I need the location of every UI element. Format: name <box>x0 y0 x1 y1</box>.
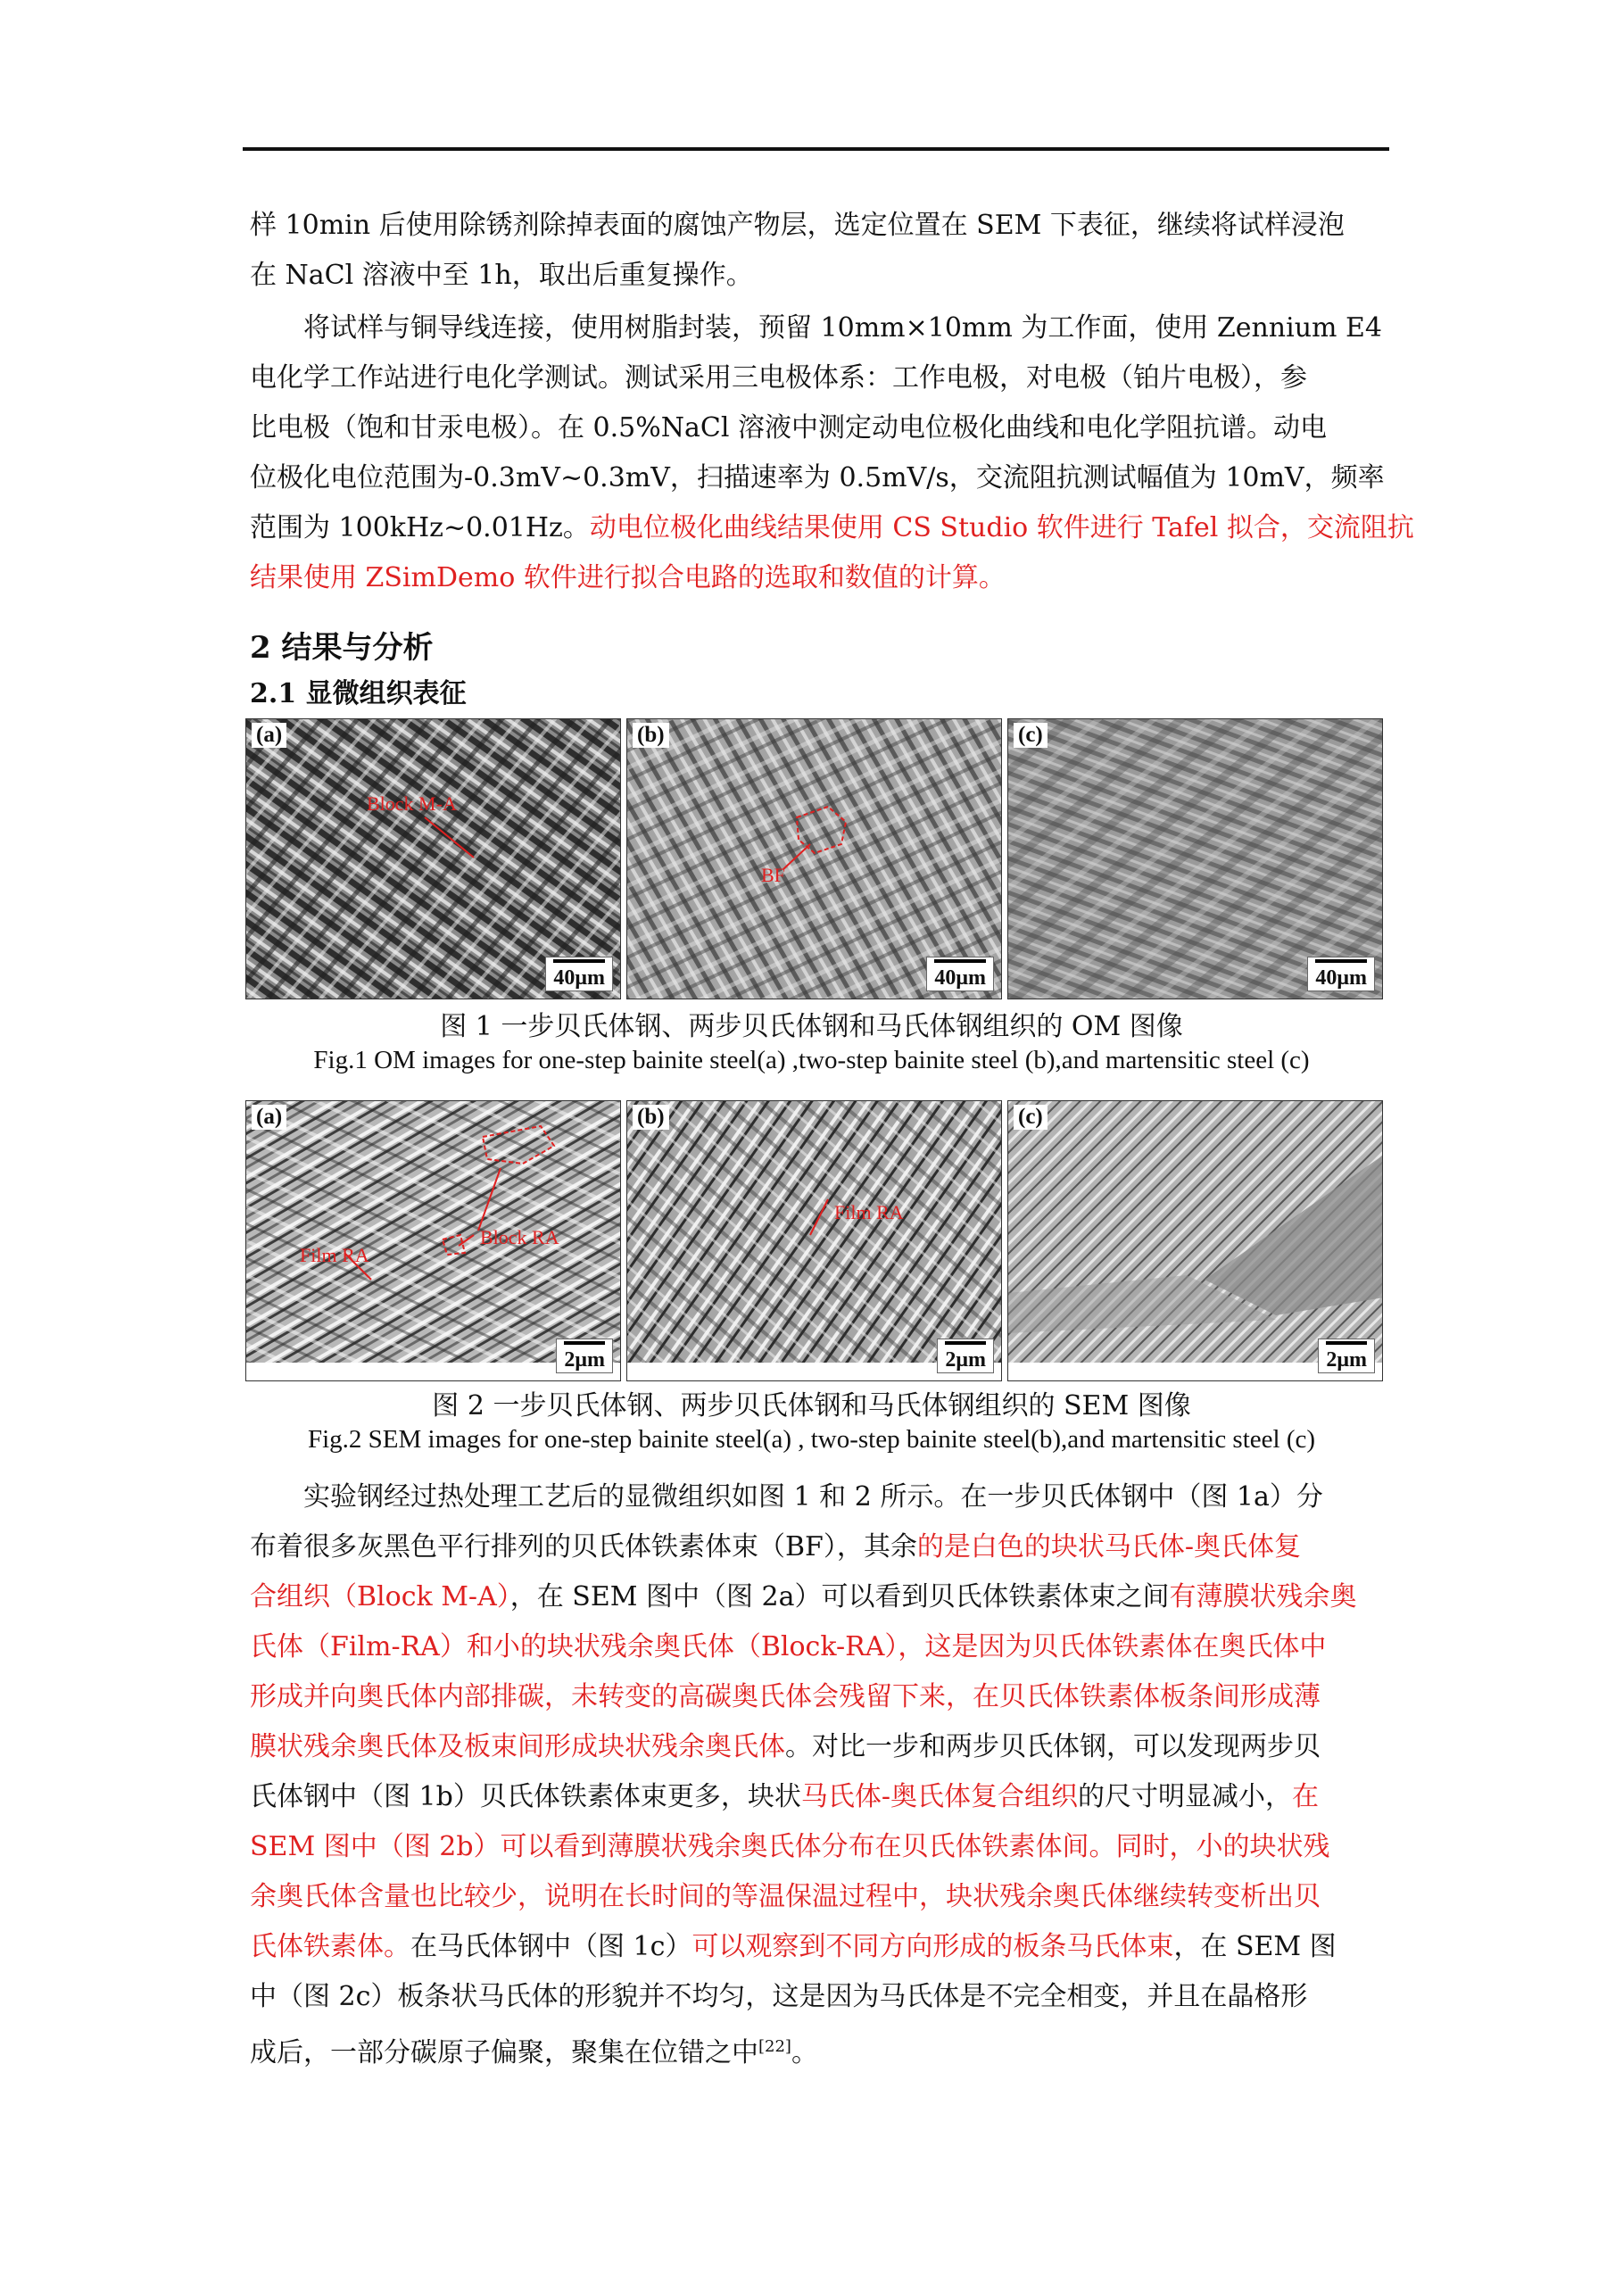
text-line: 实验钢经过热处理工艺后的显微组织如图 1 和 2 所示。在一步贝氏体钢中（图 1a）分 <box>303 1481 1323 1513</box>
text-line: 样 10min 后使用除锈剂除掉表面的腐蚀产物层，选定位置在 SEM 下表征，继续将试样浸泡 <box>250 210 1345 241</box>
scale-bar: 2μm <box>556 1339 613 1373</box>
highlighted-text: 在 <box>1291 1781 1319 1812</box>
annotation-film-ra: Film RA <box>300 1244 369 1266</box>
highlighted-text: 余奥氏体含量也比较少，说明在长时间的等温保温过程中，块状残余奥氏体继续转变析出贝 <box>250 1881 1321 1912</box>
sem-image-c <box>1007 1100 1383 1381</box>
text-line: 成后，一部分碳原子偏聚，聚集在位错之中[22]。 <box>250 2037 818 2068</box>
text-line: 膜状残余奥氏体及板束间形成块状残余奥氏体。对比一步和两步贝氏体钢，可以发现两步贝 <box>250 1731 1321 1762</box>
text-run: 范围为 100kHz~0.01Hz。 <box>250 512 590 543</box>
header-rule <box>243 147 1389 151</box>
figure-2-caption-cn: 图 2 一步贝氏体钢、两步贝氏体钢和马氏体钢组织的 SEM 图像 <box>432 1390 1191 1422</box>
highlighted-text: 结果使用 ZSimDemo 软件进行拟合电路的选取和数值的计算。 <box>250 562 1006 593</box>
highlighted-text: 氏体铁素体。 <box>250 1931 410 1962</box>
panel-label: (b) <box>633 723 669 748</box>
panel-label: (a) <box>252 1105 286 1130</box>
scale-bar: 40μm <box>1307 957 1375 991</box>
scale-bar: 2μm <box>1318 1339 1375 1373</box>
scale-bar: 40μm <box>545 957 613 991</box>
sem-image-a <box>245 1100 621 1381</box>
sem-image-b <box>626 1100 1002 1381</box>
text-line: 电化学工作站进行电化学测试。测试采用三电极体系：工作电极，对电极（铂片电极），参 <box>250 362 1307 394</box>
om-image-b <box>626 718 1002 999</box>
om-image-a <box>245 718 621 999</box>
paragraph-1 <box>250 201 1383 301</box>
highlighted-text: SEM 图中（图 2b）可以看到薄膜状残余奥氏体分布在贝氏体铁素体间。同时，小的块状残 <box>250 1831 1330 1862</box>
highlighted-text: 有薄膜状残余奥 <box>1169 1581 1357 1612</box>
om-image-c <box>1007 718 1383 999</box>
annotation-block-ma: Block M-A <box>367 792 457 815</box>
figure-1-caption-cn: 图 1 一步贝氏体钢、两步贝氏体钢和马氏体钢组织的 OM 图像 <box>440 1011 1183 1042</box>
highlighted-text: 合组织（Block M-A） <box>250 1581 510 1612</box>
annotation-film-ra: Film RA <box>834 1201 904 1223</box>
text-line: 位极化电位范围为-0.3mV~0.3mV，扫描速率为 0.5mV/s，交流阻抗测试幅值为 10mV，频率 <box>250 462 1385 493</box>
highlighted-text: 形成并向奥氏体内部排碳，未转变的高碳奥氏体会残留下来，在贝氏体铁素体板条间形成薄 <box>250 1681 1321 1712</box>
text-line: 合组织（Block M-A），在 SEM 图中（图 2a）可以看到贝氏体铁素体束之间有薄膜状残余奥 <box>250 1581 1357 1612</box>
paragraph-2 <box>250 303 1414 603</box>
text-line: 比电极（饱和甘汞电极）。在 0.5%NaCl 溶液中测定动电位极化曲线和电化学阻抗谱。动电 <box>250 412 1327 443</box>
section-heading: 2 结果与分析 <box>250 630 434 666</box>
text-line <box>250 503 1414 553</box>
text-line: 将试样与铜导线连接，使用树脂封装，预留 10mm×10mm 为工作面，使用 Zennium E4 <box>303 312 1383 344</box>
panel-label: (a) <box>252 723 286 748</box>
scale-bar: 2μm <box>937 1339 994 1373</box>
highlighted-text: 动电位极化曲线结果使用 CS Studio 软件进行 Tafel 拟合，交流阻抗 <box>589 512 1414 543</box>
highlighted-text: 马氏体-奥氏体复合组织 <box>800 1781 1078 1812</box>
highlighted-text: 可以观察到不同方向形成的板条马氏体束 <box>691 1931 1174 1962</box>
paragraph-3 <box>250 1472 1383 2078</box>
citation: [22] <box>758 2037 791 2056</box>
text-line: 在 NaCl 溶液中至 1h，取出后重复操作。 <box>250 260 753 291</box>
figure-2-caption-en: Fig.2 SEM images for one-step bainite steel(a) , two-step bainite steel(b),and martensitic steel (c) <box>307 1425 1316 1454</box>
panel-label: (c) <box>1014 723 1047 748</box>
annotation-block-ra: Block RA <box>480 1226 559 1248</box>
panel-label: (c) <box>1014 1105 1047 1130</box>
figure-2 <box>245 1100 1385 1381</box>
text-line: 布着很多灰黑色平行排列的贝氏体铁素体束（BF），其余的是白色的块状马氏体-奥氏体复 <box>250 1531 1302 1562</box>
scale-bar: 40μm <box>926 957 994 991</box>
annotation-bf: BF <box>761 864 785 886</box>
highlighted-text: 氏体（Film-RA）和小的块状残余奥氏体（Block-RA），这是因为贝氏体铁素体在奥氏体中 <box>250 1631 1327 1662</box>
figure-1-caption-en: Fig.1 OM images for one-step bainite steel(a) ,two-step bainite steel (b),and martensitic steel (c) <box>313 1046 1310 1074</box>
text-line: 氏体钢中（图 1b）贝氏体铁素体束更多，块状马氏体-奥氏体复合组织的尺寸明显减小，在 <box>250 1781 1319 1812</box>
subsection-heading: 2.1 显微组织表征 <box>250 678 467 709</box>
highlighted-text: 的是白色的块状马氏体-奥氏体复 <box>916 1531 1302 1562</box>
text-line: 中（图 2c）板条状马氏体的形貌并不均匀，这是因为马氏体是不完全相变，并且在晶格形 <box>250 1981 1308 2012</box>
figure-1 <box>245 718 1385 999</box>
text-line: 氏体铁素体。在马氏体钢中（图 1c）可以观察到不同方向形成的板条马氏体束，在 SEM 图 <box>250 1931 1337 1962</box>
highlighted-text: 膜状残余奥氏体及板束间形成块状残余奥氏体 <box>250 1731 785 1762</box>
panel-label: (b) <box>633 1105 669 1130</box>
